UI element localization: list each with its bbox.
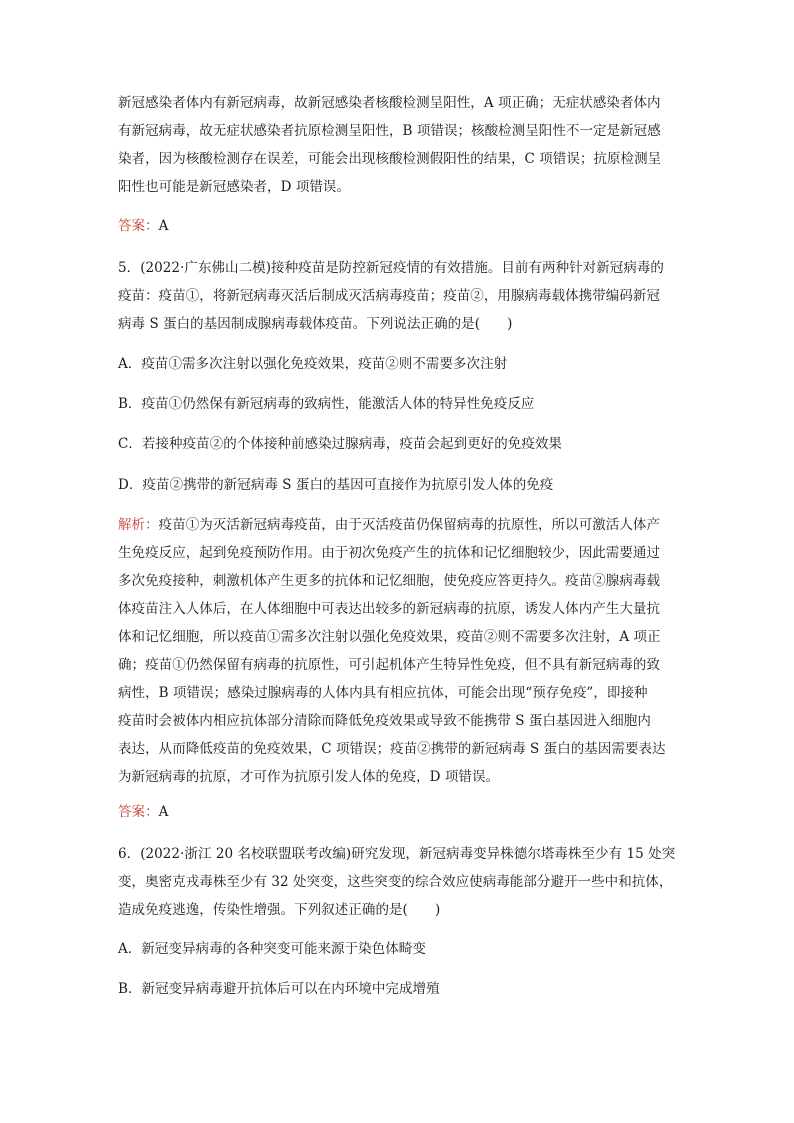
text-line: 多次免疫接种，刺激机体产生更多的抗体和记忆细胞，使免疫应答更持久。疫苗②腺病毒载	[118, 573, 660, 589]
answer-q4	[118, 212, 680, 240]
question-5-option-a	[118, 350, 680, 378]
text-line: 有新冠病毒，故无症状感染者抗原检测呈阳性，B 项错误；核酸检测呈阳性不一定是新冠感	[118, 123, 661, 139]
text-line: 生免疫反应，起到免疫预防作用。由于初次免疫产生的抗体和记忆细胞较少，因此需要通过	[118, 545, 660, 561]
answer-label: 答案：	[118, 218, 159, 234]
option-text: A．疫苗①需多次注射以强化免疫效果，疫苗②则不需要多次注射	[118, 356, 508, 372]
option-text: D．疫苗②携带的新冠病毒 S 蛋白的基因可直接作为抗原引发人体的免疫	[118, 477, 554, 493]
text-line: 表达，从而降低疫苗的免疫效果，C 项错误；疫苗②携带的新冠病毒 S 蛋白的基因需要表达	[118, 741, 666, 757]
text-line: 病毒 S 蛋白的基因制成腺病毒载体疫苗。下列说法正确的是( )	[118, 316, 513, 332]
text-line: 阳性也可能是新冠感染者，D 项错误。	[118, 179, 351, 195]
answer-label: 答案：	[118, 804, 159, 820]
text-line: 造成免疫逃逸，传染性增强。下列叙述正确的是( )	[118, 902, 441, 918]
text-line: 变，奥密克戎毒株至少有 32 处突变，这些突变的综合效应使病毒能部分避开一些中和抗体，	[118, 874, 673, 890]
option-text: C．若接种疫苗②的个体接种前感染过腺病毒，疫苗会起到更好的免疫效果	[118, 436, 562, 452]
text-line: 6．(2022·浙江 20 名校联盟联考改编)研究发现，新冠病毒变异株德尔塔毒株至少有 15 处突	[118, 846, 676, 862]
question-6-option-a	[118, 935, 680, 963]
question-5-option-d	[118, 471, 680, 499]
answer-q5	[118, 798, 680, 826]
text-line: 新冠感染者体内有新冠病毒，故新冠感染者核酸检测呈阳性，A 项正确；无症状感染者体内	[118, 95, 661, 111]
text-line: 确；疫苗①仍然保留有病毒的抗原性，可引起机体产生特异性免疫，但不具有新冠病毒的致	[118, 657, 660, 673]
option-text: B．新冠变异病毒避开抗体后可以在内环境中完成增殖	[118, 981, 440, 997]
option-text: B．疫苗①仍然保有新冠病毒的致病性，能激活人体的特异性免疫反应	[118, 396, 535, 412]
text-line: 疫苗时会被体内相应抗体部分清除而降低免疫效果或导致不能携带 S 蛋白基因进入细胞内	[118, 713, 651, 729]
text-line: 体和记忆细胞，所以疫苗①需多次注射以强化免疫效果，疫苗②则不需要多次注射，A 项正	[118, 629, 661, 645]
option-text: A．新冠变异病毒的各种突变可能来源于染色体畸变	[118, 941, 426, 957]
text-line: 疫苗：疫苗①，将新冠病毒灭活后制成灭活病毒疫苗；疫苗②，用腺病毒载体携带编码新冠	[118, 288, 660, 304]
question-5-analysis	[118, 511, 680, 791]
question-6-option-b	[118, 975, 680, 1003]
text-line: 病性，B 项错误；感染过腺病毒的人体内具有相应抗体，可能会出现“预存免疫”，即接种	[118, 685, 648, 701]
question-5-stem	[118, 254, 680, 338]
text-line: 染者，因为核酸检测存在误差，可能会出现核酸检测假阳性的结果，C 项错误；抗原检测呈	[118, 151, 662, 167]
analysis-text: 疫苗①为灭活新冠病毒疫苗，由于灭活疫苗仍保留病毒的抗原性，所以可激活人体产	[158, 517, 661, 533]
prev-explanation	[118, 89, 680, 201]
question-5-option-c	[118, 430, 680, 458]
text-line: 为新冠病毒的抗原，才可作为抗原引发人体的免疫，D 项错误。	[118, 769, 500, 785]
question-6-stem	[118, 840, 680, 924]
answer-value: A	[158, 804, 169, 820]
analysis-label: 解析：	[118, 517, 159, 533]
question-5-option-b	[118, 390, 680, 418]
text-line: 体疫苗注入人体后，在人体细胞中可表达出较多的新冠病毒的抗原，诱发人体内产生大量抗	[118, 601, 660, 617]
answer-value: A	[158, 218, 169, 234]
text-line: 5．(2022·广东佛山二模)接种疫苗是防控新冠疫情的有效措施。目前有两种针对新冠病毒的	[118, 260, 664, 276]
